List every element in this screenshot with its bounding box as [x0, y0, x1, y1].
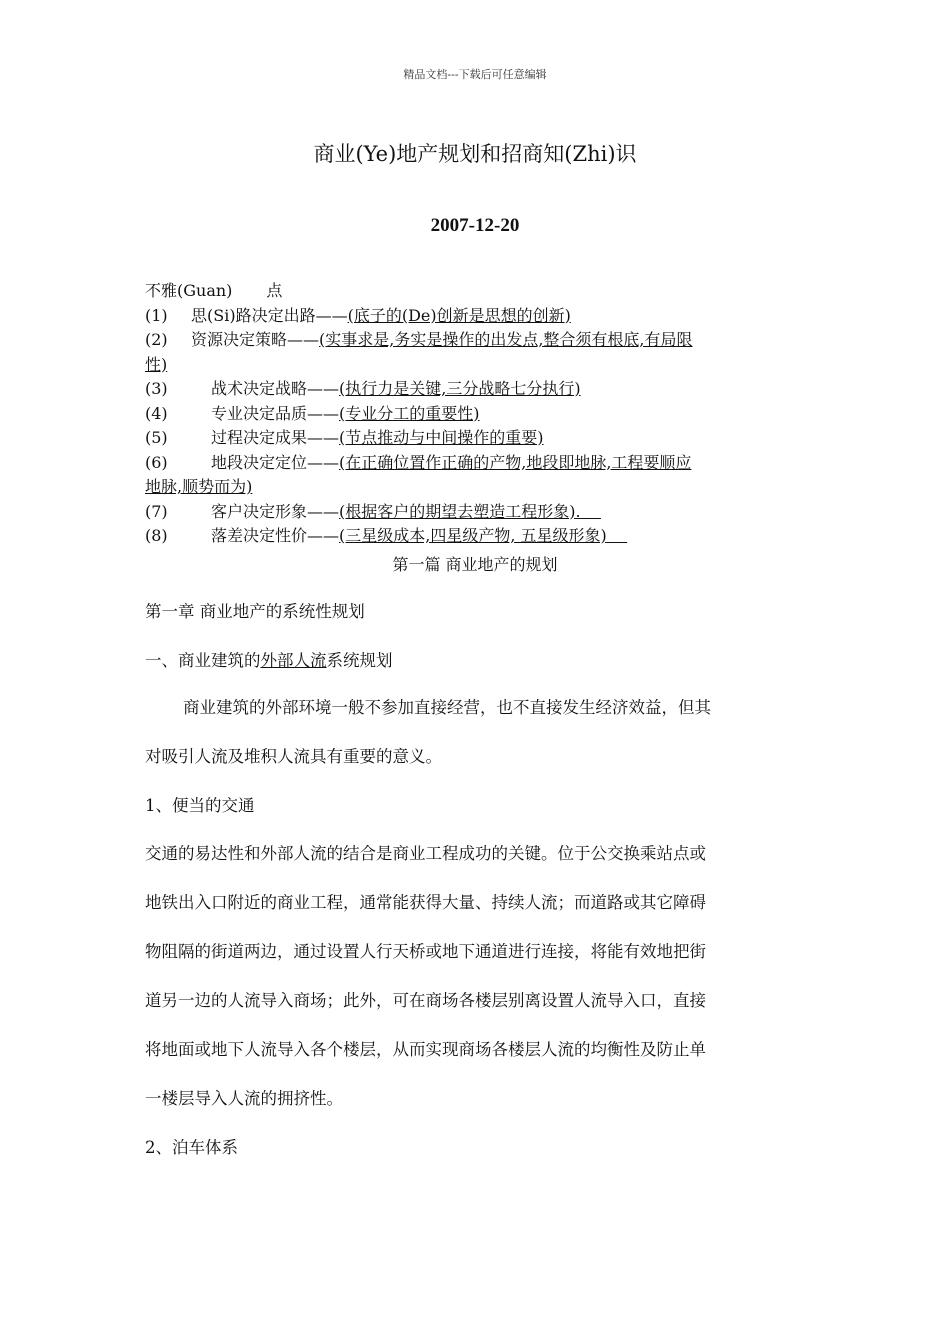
views-list: [145, 279, 810, 549]
subheading: 1、便当的交通: [145, 796, 255, 815]
paragraph-line: 物阻隔的街道两边，通过设置人行天桥或地下通道进行连接，将能有效地把街: [145, 942, 706, 961]
page-header: 精品文档---下载后可任意编辑: [403, 68, 547, 81]
paragraph-line: 道另一边的人流导入商场；此外，可在商场各楼层别离设置人流导入口，直接: [145, 991, 706, 1010]
paragraph-line: 对吸引人流及堆积人流具有重要的意义。: [145, 747, 442, 766]
list-item: (5) 过程决定成果—— (节点推动与中间操作的重要): [145, 428, 544, 447]
list-item: (6) 地段决定定位—— (在正确位置作正确的产物,地段即地脉,工程要顺应: [145, 452, 692, 472]
document-date: 2007-12-20: [430, 215, 520, 236]
list-item: (2) 资源决定策略—— (实事求是,务实是操作的出发点,整合须有根底,有局限: [145, 330, 693, 349]
paragraph-line: 将地面或地下人流导入各个楼层，从而实现商场各楼层人流的均衡性及防止单: [145, 1040, 706, 1059]
list-item-cont: 性): [145, 354, 168, 374]
list-item: (4) 专业决定品质—— (专业分工的重要性): [145, 403, 480, 423]
list-item: (1) 思(Si)路决定出路—— (底子的(De)创新是思想的创新): [145, 305, 571, 325]
views-heading-text-2: 点: [266, 281, 283, 300]
document-title: 商业(Ye)地产规划和招商知(Zhi)识: [313, 142, 637, 166]
paragraph-line: 地铁出入口附近的商业工程，通常能获得大量、持续人流；而道路或其它障碍: [145, 893, 706, 912]
paragraph-line: 一楼层导入人流的拥挤性。: [145, 1089, 343, 1108]
subheading: 2、泊车体系: [145, 1138, 238, 1157]
list-item-cont: 地脉,顺势而为): [145, 477, 253, 496]
list-item: (3) 战术决定战略—— (执行力是关键,三分战略七分执行): [145, 379, 581, 398]
views-heading: [145, 279, 810, 304]
list-item: (7) 客户决定形象—— (根据客户的期望去塑造工程形象).: [145, 501, 581, 521]
section-title: 一、商业建筑的外部人流系统规划: [145, 651, 393, 670]
views-heading-text: 不雅(Guan): [145, 281, 233, 300]
chapter-title: 第一章 商业地产的系统性规划: [145, 602, 365, 621]
paragraph-line: 商业建筑的外部环境一般不参加直接经营，也不直接发生经济效益，但其: [183, 698, 711, 717]
list-item: (8) 落差决定性价—— (三星级成本,四星级产物, 五星级形象): [145, 526, 607, 545]
part-title: 第一篇 商业地产的规划: [392, 555, 558, 574]
paragraph-line: 交通的易达性和外部人流的结合是商业工程成功的关键。位于公交换乘站点或: [145, 844, 706, 863]
